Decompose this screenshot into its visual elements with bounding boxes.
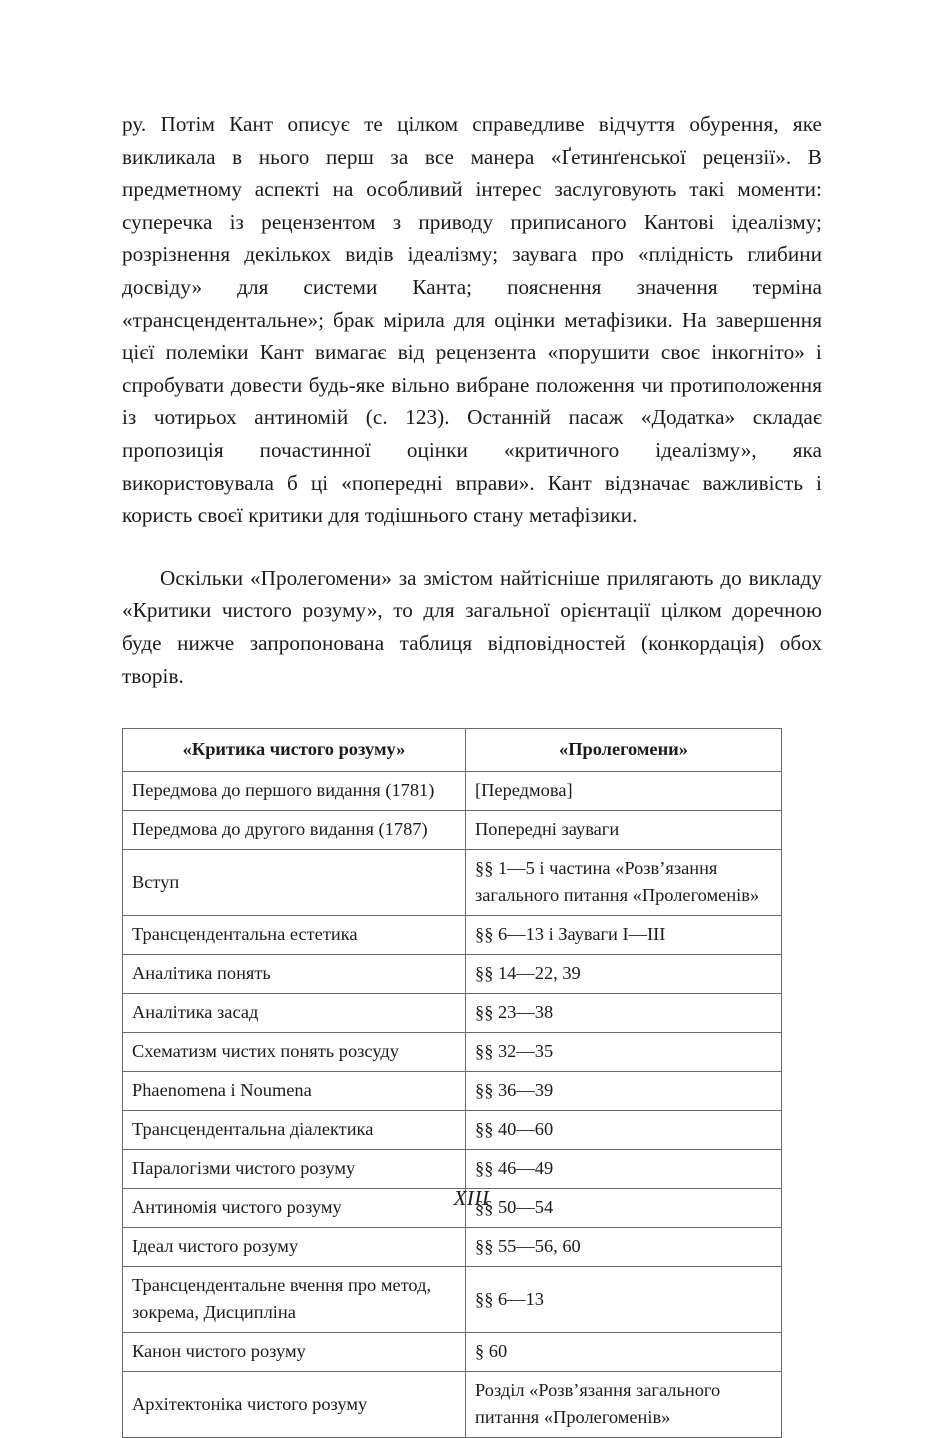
cell-prolegomena bbox=[466, 1267, 782, 1333]
table-header bbox=[123, 729, 782, 772]
cell-prolegomena bbox=[466, 1333, 782, 1372]
cell-critique: Вступ bbox=[123, 850, 466, 916]
cell-line: §§ 6—13 і Зауваги I—III bbox=[475, 924, 666, 945]
cell-critique: Паралогізми чистого розуму bbox=[123, 1150, 466, 1189]
cell-critique: Ідеал чистого розуму bbox=[123, 1228, 466, 1267]
cell-line: §§ 55—56, 60 bbox=[475, 1236, 581, 1257]
table-row bbox=[123, 1228, 782, 1267]
cell-line: § 60 bbox=[475, 1341, 508, 1362]
cell-prolegomena bbox=[466, 955, 782, 994]
cell-critique: Архітектоніка чистого розуму bbox=[123, 1372, 466, 1438]
cell-line: §§ 23—38 bbox=[475, 1002, 554, 1023]
table-row bbox=[123, 994, 782, 1033]
table-row bbox=[123, 850, 782, 916]
cell-critique: Аналітика понять bbox=[123, 955, 466, 994]
cell-prolegomena bbox=[466, 1033, 782, 1072]
cell-prolegomena bbox=[466, 1150, 782, 1189]
cell-line: §§ 32—35 bbox=[475, 1041, 554, 1062]
cell-prolegomena bbox=[466, 1228, 782, 1267]
cell-prolegomena bbox=[466, 1372, 782, 1438]
cell-prolegomena bbox=[466, 811, 782, 850]
table-row bbox=[123, 1372, 782, 1438]
page-number: XIII bbox=[453, 1186, 490, 1210]
page-content bbox=[122, 108, 822, 1438]
cell-prolegomena bbox=[466, 772, 782, 811]
cell-critique bbox=[123, 1267, 466, 1333]
cell-line: §§ 50—54 bbox=[475, 1197, 554, 1218]
cell-critique: Канон чистого розуму bbox=[123, 1333, 466, 1372]
cell-line: Трансцендентальне вчення про метод, bbox=[132, 1275, 432, 1296]
table-row bbox=[123, 955, 782, 994]
body-paragraph-1: ру. Потім Кант описує те цілком справедливе відчуття обурення, яке викликала в нього перш за все манера «Ґетинґенської рецензії». В предметному аспекті на особливий інтерес заслуговують такі моменти: суперечка із рецензентом з приводу приписаного Кантові ідеалізму; розрізнення декількох видів ідеалізму; заувага про «плідність глибини досвіду» для системи Канта; пояснення значення терміна «трансцендентальне»; брак мірила для оцінки метафізики. На завершення цієї полеміки Кант вимагає від рецензента «порушити своє інкогніто» і спробувати довести будь-яке вільно вибране положення чи протиположення із чотирьох антиномій (с. 123). Останній пасаж «Додатка» складає пропозиція почастинної оцінки «критичного ідеалізму», яка використовувала б ці «попередні вправи». Кант відзначає важливість і користь своєї критики для тодішнього стану метафізики. bbox=[122, 112, 822, 528]
cell-line: зокрема, Дисципліна bbox=[132, 1302, 296, 1323]
cell-line: загального питання «Пролегоменів» bbox=[475, 885, 760, 906]
table-body bbox=[123, 772, 782, 1438]
cell-line: §§ 36—39 bbox=[475, 1080, 554, 1101]
cell-critique: Антиномія чистого розуму bbox=[123, 1189, 466, 1228]
cell-line: [Передмова] bbox=[475, 780, 573, 801]
cell-line: §§ 1—5 і частина «Розвʼязання bbox=[475, 858, 718, 879]
table-row bbox=[123, 1150, 782, 1189]
table-row bbox=[123, 811, 782, 850]
column-header-prolegomena: «Пролегомени» bbox=[466, 729, 782, 772]
cell-line: §§ 46—49 bbox=[475, 1158, 554, 1179]
cell-prolegomena bbox=[466, 850, 782, 916]
cell-critique: Phaenomena і Noumena bbox=[123, 1072, 466, 1111]
table-row bbox=[123, 1333, 782, 1372]
cell-line: §§ 6—13 bbox=[475, 1288, 544, 1309]
concordance-table bbox=[122, 728, 782, 1438]
table-row bbox=[123, 1033, 782, 1072]
cell-prolegomena bbox=[466, 1072, 782, 1111]
table-row bbox=[123, 1111, 782, 1150]
cell-critique: Схематизм чистих понять розсуду bbox=[123, 1033, 466, 1072]
body-paragraph-2: Оскільки «Пролегомени» за змістом найтісніше прилягають до викладу «Критики чистого розуму», то для загальної орієнтації цілком доречною буде нижче запропонована таблиця відповідностей (конкордація) обох творів. bbox=[122, 565, 822, 688]
column-header-critique: «Критика чистого розуму» bbox=[123, 729, 466, 772]
cell-critique: Передмова до першого видання (1781) bbox=[123, 772, 466, 811]
cell-line: §§ 14—22, 39 bbox=[475, 963, 581, 984]
table-row bbox=[123, 1072, 782, 1111]
cell-line: Попередні зауваги bbox=[475, 819, 620, 840]
cell-line: §§ 40—60 bbox=[475, 1119, 554, 1140]
cell-critique: Трансцендентальна естетика bbox=[123, 916, 466, 955]
cell-critique: Трансцендентальна діалектика bbox=[123, 1111, 466, 1150]
cell-prolegomena bbox=[466, 994, 782, 1033]
cell-critique: Аналітика засад bbox=[123, 994, 466, 1033]
cell-prolegomena bbox=[466, 916, 782, 955]
cell-line: питання «Пролегоменів» bbox=[475, 1407, 671, 1428]
concordance-table-wrapper bbox=[122, 728, 822, 1438]
cell-prolegomena bbox=[466, 1111, 782, 1150]
table-row bbox=[123, 1267, 782, 1333]
cell-critique: Передмова до другого видання (1787) bbox=[123, 811, 466, 850]
cell-line: Розділ «Розвʼязання загального bbox=[475, 1380, 721, 1401]
table-row bbox=[123, 772, 782, 811]
table-row bbox=[123, 916, 782, 955]
table-header-row bbox=[123, 729, 782, 772]
